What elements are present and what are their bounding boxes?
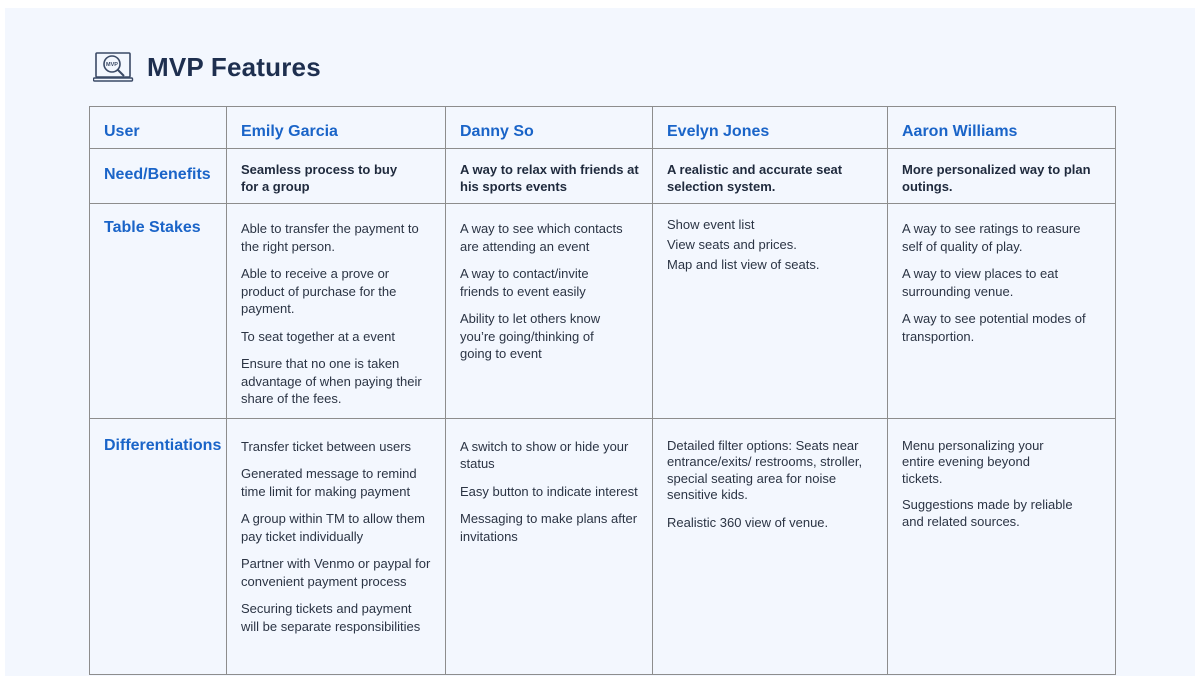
table-cell: [227, 418, 446, 674]
persona-name: Danny So: [460, 123, 534, 140]
mvp-icon-label: MVP: [106, 62, 118, 68]
persona-name: Emily Garcia: [241, 123, 338, 140]
need-text: A way to relax with friends at his sports events: [460, 162, 639, 194]
list-item: Show event list: [667, 217, 755, 232]
list-item: To seat together at a event: [241, 328, 395, 344]
list-item: Easy button to indicate interest: [460, 483, 638, 499]
row-label-cell: [90, 418, 227, 674]
differentiations-row: [90, 418, 1116, 674]
need-text: A realistic and accurate seat selection system.: [667, 162, 843, 194]
user-label: User: [104, 123, 140, 140]
list-item: Transfer ticket between users: [241, 438, 412, 454]
table-cell: [888, 204, 1116, 419]
list-item: Suggestions made by reliable and related sources.: [902, 497, 1073, 529]
table-cell: [888, 149, 1116, 204]
need-benefits-label: Need/Benefits: [104, 166, 211, 183]
table-cell: [653, 204, 888, 419]
list-item: A way to see which contacts are attending an event: [460, 221, 623, 254]
table-cell: [653, 418, 888, 674]
list-item: Securing tickets and payment will be separate responsibilities: [241, 601, 421, 634]
row-label-cell: [90, 149, 227, 204]
list-item: A way to view places to eat surrounding venue.: [902, 266, 1059, 299]
table-cell: [888, 418, 1116, 674]
list-item: Generated message to remind time limit for making payment: [241, 466, 417, 499]
table-cell: [227, 149, 446, 204]
table-stakes-row: [90, 204, 1116, 419]
page-header: [93, 50, 321, 84]
persona-header-cell: [888, 107, 1116, 149]
need-benefits-row: [90, 149, 1116, 204]
persona-header-cell: [653, 107, 888, 149]
table-header-row: [90, 107, 1116, 149]
list-item: Able to receive a prove or product of purchase for the payment.: [241, 266, 397, 316]
list-item: Able to transfer the payment to the right person.: [241, 221, 419, 254]
table-cell: [446, 149, 653, 204]
list-item: Partner with Venmo or paypal for convenient payment process: [241, 556, 431, 589]
list-item: A way to see ratings to reasure self of quality of play.: [902, 221, 1081, 254]
list-item: Messaging to make plans after invitations: [460, 511, 638, 544]
list-item: Realistic 360 view of venue.: [667, 514, 829, 530]
mvp-features-table: [89, 106, 1116, 675]
table-stakes-label: Table Stakes: [104, 219, 201, 236]
persona-name: Aaron Williams: [902, 123, 1018, 140]
page-title: MVP Features: [147, 51, 321, 82]
list-item: A way to see potential modes of transportion.: [902, 311, 1086, 344]
need-text: More personalized way to plan outings.: [902, 162, 1091, 194]
table-cell: [446, 204, 653, 419]
list-item: A way to contact/invite friends to event easily: [460, 266, 589, 299]
list-item: Menu personalizing your entire evening beyond tickets.: [902, 437, 1044, 486]
persona-header-cell: [227, 107, 446, 149]
list-item: Map and list view of seats.: [667, 257, 820, 272]
table-cell: [227, 204, 446, 419]
list-item: A group within TM to allow them pay ticket individually: [241, 511, 426, 544]
persona-header-cell: [446, 107, 653, 149]
list-item: Detailed filter options: Seats near entrance/exits/ restrooms, stroller, special seating area for noise sensitive kids.: [667, 437, 863, 502]
list-item: View seats and prices.: [667, 237, 797, 252]
row-label-cell: [90, 204, 227, 419]
list-item: Ability to let others know you’re going/thinking of going to event: [460, 311, 601, 361]
list-item: A switch to show or hide your status: [460, 438, 629, 471]
table-cell: [653, 149, 888, 204]
slide-background: [5, 8, 1195, 676]
table-cell: [446, 418, 653, 674]
need-text: Seamless process to buy for a group: [241, 162, 398, 194]
list-item: Ensure that no one is taken advantage of when paying their share of the fees.: [241, 356, 422, 406]
persona-name: Evelyn Jones: [667, 123, 770, 140]
differentiations-label: Differentiations: [104, 436, 222, 454]
corner-cell: [90, 107, 227, 149]
mvp-monitor-icon: [93, 51, 135, 83]
